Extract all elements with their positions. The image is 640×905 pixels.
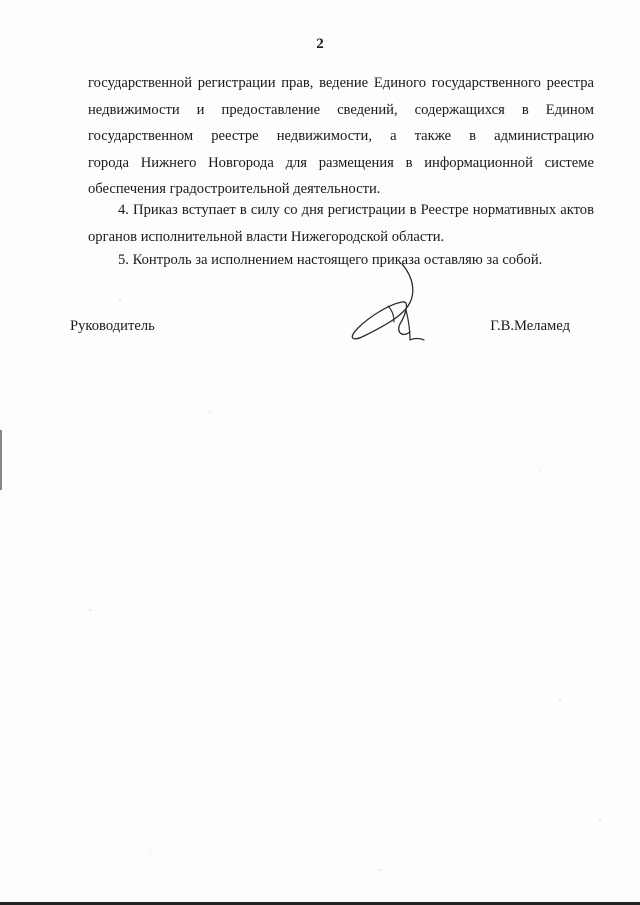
signature-block [70, 318, 570, 358]
text-line: обеспечения градостроительной деятельности. [88, 181, 381, 197]
text-line: города Нижнего Новгорода для размещения в информационной системе [88, 154, 594, 171]
signatory-name: Г.В.Меламед [490, 318, 570, 334]
text-line: государственном реестре недвижимости, а также в администрацию [88, 128, 594, 144]
scan-edge-mark [0, 430, 2, 490]
text-line: государственной регистрации прав, ведение Единого государственного реестра [88, 75, 594, 91]
page-number: 2 [316, 36, 324, 52]
paragraph-4: 4. Приказ вступает в силу со дня регистрации в Реестре нормативных актов органов исполнительной власти Нижегородской области. [88, 202, 594, 245]
signatory-title: Руководитель [70, 318, 155, 334]
text-line: недвижимости и предоставление сведений, содержащихся в Едином [88, 101, 594, 118]
paragraph-5: 5. Контроль за исполнением настоящего приказа оставляю за собой. [118, 252, 543, 268]
paragraph-continued [88, 70, 594, 203]
handwritten-signature [344, 258, 436, 350]
